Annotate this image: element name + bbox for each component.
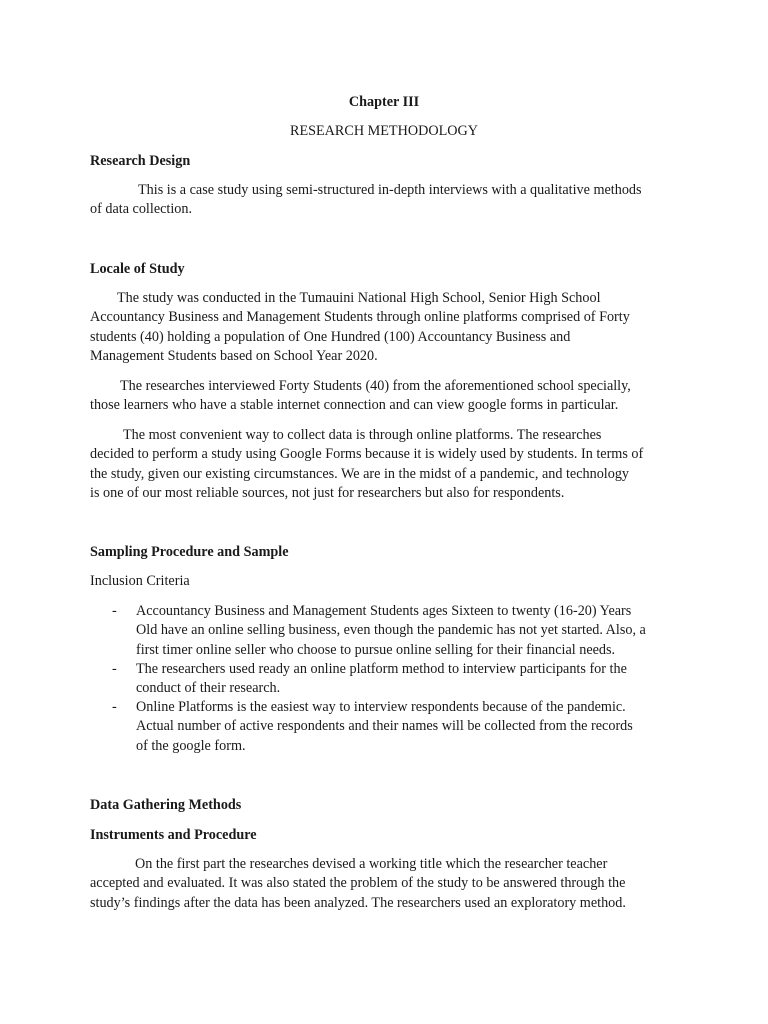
paragraph-line: the study, given our existing circumstances. We are in the midst of a pandemic, and technology [90, 465, 630, 482]
bullet-dash: - [112, 603, 117, 619]
list-item-line: The researchers used ready an online platform method to interview participants for the [136, 661, 627, 677]
inclusion-criteria-subheading: Inclusion Criteria [90, 573, 190, 589]
list-item-line: Online Platforms is the easiest way to interview respondents because of the pandemic. [136, 699, 626, 715]
locale-heading: Locale of Study [90, 261, 185, 277]
paragraph-line: The study was conducted in the Tumauini National High School, Senior High School [117, 290, 601, 306]
list-item-line: first timer online seller who choose to pursue online selling for their financial needs. [136, 641, 616, 658]
locale-paragraph-3 [90, 426, 670, 503]
list-item-line: conduct of their research. [136, 680, 281, 697]
paragraph-line: of data collection. [90, 201, 193, 218]
list-item-line: Actual number of active respondents and their names will be collected from the records [136, 718, 633, 735]
chapter-title: Chapter III [348, 94, 420, 110]
bullet-dash: - [112, 699, 117, 715]
section-title: RESEARCH METHODOLOGY [290, 123, 478, 139]
research-design-paragraph [90, 181, 670, 220]
list-item-line: of the google form. [136, 737, 246, 754]
paragraph-line: This is a case study using semi-structured in-depth interviews with a qualitative methods [138, 182, 642, 198]
instruments-subheading: Instruments and Procedure [90, 827, 257, 843]
locale-paragraph-2 [90, 377, 670, 416]
paragraph-line: students (40) holding a population of One Hundred (100) Accountancy Business and [90, 328, 571, 345]
bullet-dash: - [112, 661, 117, 677]
locale-paragraph-1 [90, 289, 670, 366]
paragraph-line: those learners who have a stable internet connection and can view google forms in particular. [90, 397, 619, 414]
paragraph-line: Accountancy Business and Management Students through online platforms comprised of Forty [90, 309, 630, 326]
paragraph-line: The researches interviewed Forty Students (40) from the aforementioned school specially, [120, 378, 631, 394]
instruments-paragraph [90, 855, 670, 913]
paragraph-line: study’s findings after the data has been analyzed. The researchers used an exploratory method. [90, 894, 626, 911]
paragraph-line: On the first part the researches devised a working title which the researcher teacher [135, 856, 608, 872]
sampling-heading: Sampling Procedure and Sample [90, 544, 289, 560]
research-design-heading: Research Design [90, 153, 191, 169]
list-item-line: Accountancy Business and Management Students ages Sixteen to twenty (16-20) Years [136, 603, 632, 619]
data-gathering-heading: Data Gathering Methods [90, 797, 242, 813]
paragraph-line: is one of our most reliable sources, not just for researchers but also for respondents. [90, 484, 565, 501]
list-item-line: Old have an online selling business, even though the pandemic has not yet started. Also, a [136, 622, 646, 639]
paragraph-line: decided to perform a study using Google Forms because it is widely used by students. In terms of [90, 446, 644, 463]
paragraph-line: The most convenient way to collect data is through online platforms. The researches [123, 427, 602, 443]
paragraph-line: Management Students based on School Year 2020. [90, 347, 378, 364]
paragraph-line: accepted and evaluated. It was also stated the problem of the study to be answered through the [90, 875, 626, 892]
